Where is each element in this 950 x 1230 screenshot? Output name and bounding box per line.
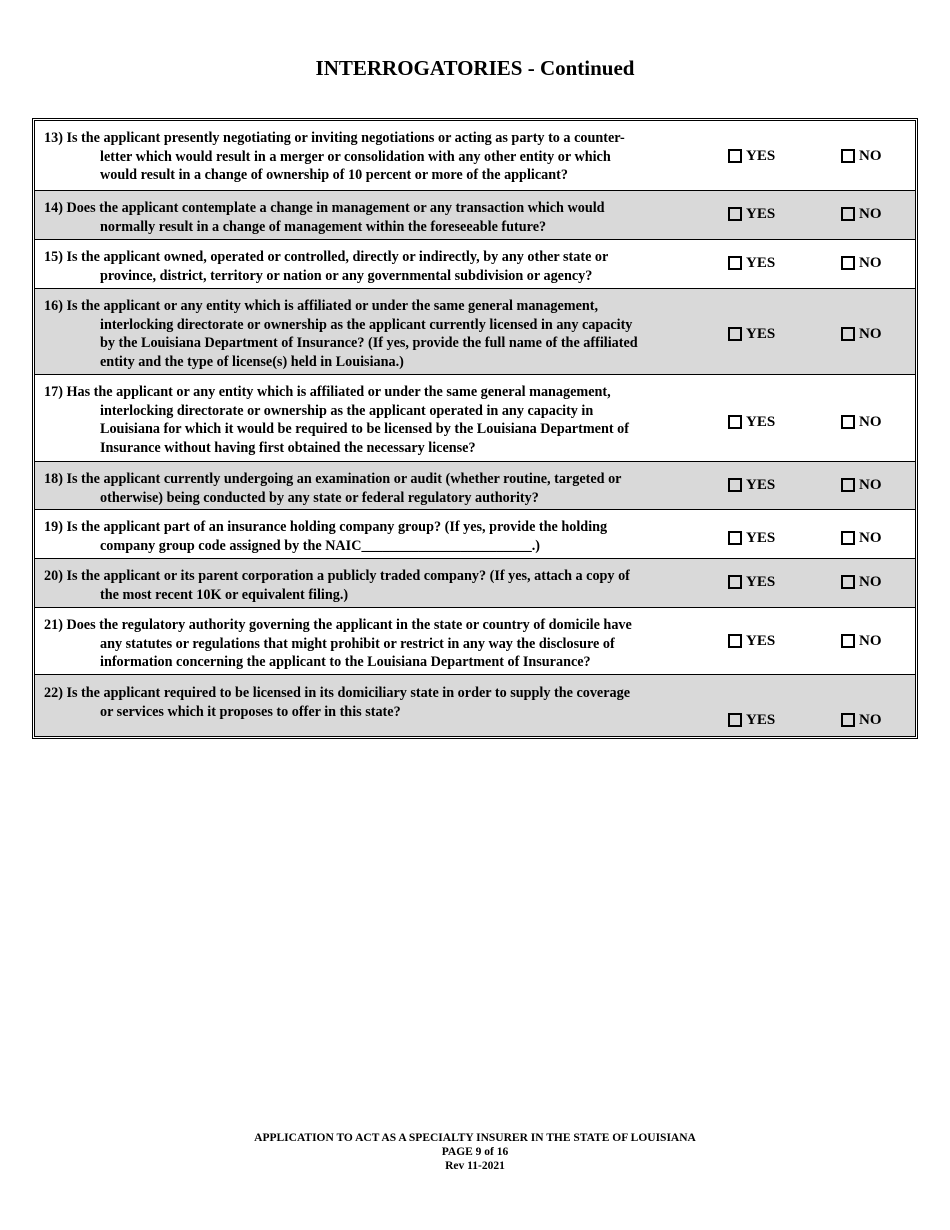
yes-checkbox[interactable] bbox=[728, 531, 742, 545]
yes-option[interactable] bbox=[728, 325, 775, 344]
no-label: NO bbox=[859, 712, 882, 728]
yes-label: YES bbox=[746, 477, 776, 493]
yes-label: YES bbox=[746, 148, 776, 164]
no-option[interactable] bbox=[841, 205, 882, 224]
no-checkbox[interactable] bbox=[841, 531, 855, 545]
question-row-22 bbox=[35, 674, 915, 736]
no-label: NO bbox=[859, 530, 882, 546]
question-row-20 bbox=[35, 558, 915, 607]
yes-checkbox[interactable] bbox=[728, 415, 742, 429]
footer-application-title: APPLICATION TO ACT AS A SPECIALTY INSURER IN THE STATE OF LOUISIANA bbox=[254, 1132, 696, 1144]
question-line: or services which it proposes to offer in this state? bbox=[100, 703, 401, 720]
yes-checkbox[interactable] bbox=[728, 327, 742, 341]
no-option[interactable] bbox=[841, 413, 882, 432]
no-checkbox[interactable] bbox=[841, 713, 855, 727]
question-line: information concerning the applicant to the Louisiana Department of Insurance? bbox=[100, 654, 591, 671]
yes-label: YES bbox=[746, 574, 776, 590]
no-checkbox[interactable] bbox=[841, 415, 855, 429]
yes-option[interactable] bbox=[728, 529, 775, 548]
question-row-13 bbox=[35, 121, 915, 190]
no-label: NO bbox=[859, 414, 882, 430]
no-option[interactable] bbox=[841, 147, 882, 166]
question-line: normally result in a change of management within the foreseeable future? bbox=[100, 218, 547, 235]
page-footer bbox=[0, 1131, 950, 1173]
no-option[interactable] bbox=[841, 632, 882, 651]
question-text bbox=[44, 383, 684, 457]
yes-label: YES bbox=[746, 633, 776, 649]
yes-checkbox[interactable] bbox=[728, 149, 742, 163]
question-line: would result in a change of ownership of 10 percent or more of the applicant? bbox=[100, 167, 568, 184]
no-checkbox[interactable] bbox=[841, 634, 855, 648]
yes-label: YES bbox=[746, 530, 776, 546]
question-text bbox=[44, 470, 684, 507]
question-line: 20) Is the applicant or its parent corporation a publicly traded company? (If yes, attach a copy of bbox=[44, 568, 630, 584]
yes-option[interactable] bbox=[728, 711, 775, 730]
no-option[interactable] bbox=[841, 573, 882, 592]
no-label: NO bbox=[859, 633, 882, 649]
question-line: 18) Is the applicant currently undergoing an examination or audit (whether routine, targeted or bbox=[44, 471, 622, 487]
no-checkbox[interactable] bbox=[841, 256, 855, 270]
no-label: NO bbox=[859, 477, 882, 493]
question-text bbox=[44, 297, 684, 371]
yes-label: YES bbox=[746, 206, 776, 222]
yes-option[interactable] bbox=[728, 573, 775, 592]
question-line: 22) Is the applicant required to be licensed in its domiciliary state in order to supply the coverage bbox=[44, 685, 631, 701]
question-row-14 bbox=[35, 190, 915, 239]
question-row-15 bbox=[35, 239, 915, 288]
question-line: Louisiana for which it would be required to be licensed by the Louisiana Department of bbox=[100, 421, 629, 438]
yes-label: YES bbox=[746, 712, 776, 728]
question-line: interlocking directorate or ownership as the applicant operated in any capacity in bbox=[100, 402, 594, 419]
question-line: 17) Has the applicant or any entity which is affiliated or under the same general management, bbox=[44, 384, 611, 400]
no-option[interactable] bbox=[841, 254, 882, 273]
question-text bbox=[44, 129, 684, 185]
question-line: by the Louisiana Department of Insurance? (If yes, provide the full name of the affiliated bbox=[100, 335, 638, 352]
no-option[interactable] bbox=[841, 325, 882, 344]
question-row-19 bbox=[35, 509, 915, 558]
question-line: letter which would result in a merger or consolidation with any other entity or which bbox=[100, 148, 611, 165]
no-checkbox[interactable] bbox=[841, 149, 855, 163]
yes-checkbox[interactable] bbox=[728, 634, 742, 648]
question-line: company group code assigned by the NAIC________________________.) bbox=[100, 537, 540, 554]
question-line: Insurance without having first obtained the necessary license? bbox=[100, 439, 476, 456]
no-label: NO bbox=[859, 326, 882, 342]
question-text bbox=[44, 567, 684, 604]
yes-option[interactable] bbox=[728, 205, 775, 224]
yes-label: YES bbox=[746, 326, 776, 342]
question-line: 16) Is the applicant or any entity which is affiliated or under the same general management, bbox=[44, 298, 599, 314]
yes-checkbox[interactable] bbox=[728, 256, 742, 270]
yes-label: YES bbox=[746, 255, 776, 271]
yes-checkbox[interactable] bbox=[728, 713, 742, 727]
question-line: 19) Is the applicant part of an insurance holding company group? (If yes, provide the holding bbox=[44, 519, 608, 535]
question-text bbox=[44, 616, 684, 672]
no-label: NO bbox=[859, 206, 882, 222]
footer-revision: Rev 11-2021 bbox=[445, 1160, 505, 1172]
question-line: 15) Is the applicant owned, operated or controlled, directly or indirectly, by any other state or bbox=[44, 249, 609, 265]
yes-checkbox[interactable] bbox=[728, 207, 742, 221]
footer-page-number: PAGE 9 of 16 bbox=[441, 1146, 509, 1158]
question-line: 21) Does the regulatory authority governing the applicant in the state or country of domicile have bbox=[44, 617, 632, 633]
yes-checkbox[interactable] bbox=[728, 478, 742, 492]
question-text bbox=[44, 684, 684, 721]
no-checkbox[interactable] bbox=[841, 207, 855, 221]
no-option[interactable] bbox=[841, 476, 882, 495]
question-line: interlocking directorate or ownership as the applicant currently licensed in any capacity bbox=[100, 316, 633, 333]
question-line: 13) Is the applicant presently negotiating or inviting negotiations or acting as party to a counter- bbox=[44, 130, 625, 146]
no-checkbox[interactable] bbox=[841, 327, 855, 341]
yes-option[interactable] bbox=[728, 476, 775, 495]
no-option[interactable] bbox=[841, 711, 882, 730]
question-line: 14) Does the applicant contemplate a change in management or any transaction which would bbox=[44, 200, 605, 216]
question-line: otherwise) being conducted by any state or federal regulatory authority? bbox=[100, 489, 539, 506]
question-row-21 bbox=[35, 607, 915, 674]
yes-option[interactable] bbox=[728, 632, 775, 651]
no-checkbox[interactable] bbox=[841, 575, 855, 589]
question-line: province, district, territory or nation or any governmental subdivision or agency? bbox=[100, 267, 593, 284]
question-text bbox=[44, 518, 684, 555]
no-label: NO bbox=[859, 255, 882, 271]
no-checkbox[interactable] bbox=[841, 478, 855, 492]
no-label: NO bbox=[859, 148, 882, 164]
yes-label: YES bbox=[746, 414, 776, 430]
question-row-17 bbox=[35, 374, 915, 461]
question-line: the most recent 10K or equivalent filing.) bbox=[100, 586, 349, 603]
question-text bbox=[44, 199, 684, 236]
interrogatories-table bbox=[32, 118, 918, 739]
page-title: INTERROGATORIES - Continued bbox=[315, 56, 635, 80]
question-line: entity and the type of license(s) held in Louisiana.) bbox=[100, 353, 404, 370]
no-option[interactable] bbox=[841, 529, 882, 548]
question-text bbox=[44, 248, 684, 285]
question-row-18 bbox=[35, 461, 915, 509]
question-line: any statutes or regulations that might prohibit or restrict in any way the disclosure of bbox=[100, 635, 615, 652]
yes-option[interactable] bbox=[728, 413, 775, 432]
yes-checkbox[interactable] bbox=[728, 575, 742, 589]
question-row-16 bbox=[35, 288, 915, 374]
no-label: NO bbox=[859, 574, 882, 590]
yes-option[interactable] bbox=[728, 147, 775, 166]
yes-option[interactable] bbox=[728, 254, 775, 273]
